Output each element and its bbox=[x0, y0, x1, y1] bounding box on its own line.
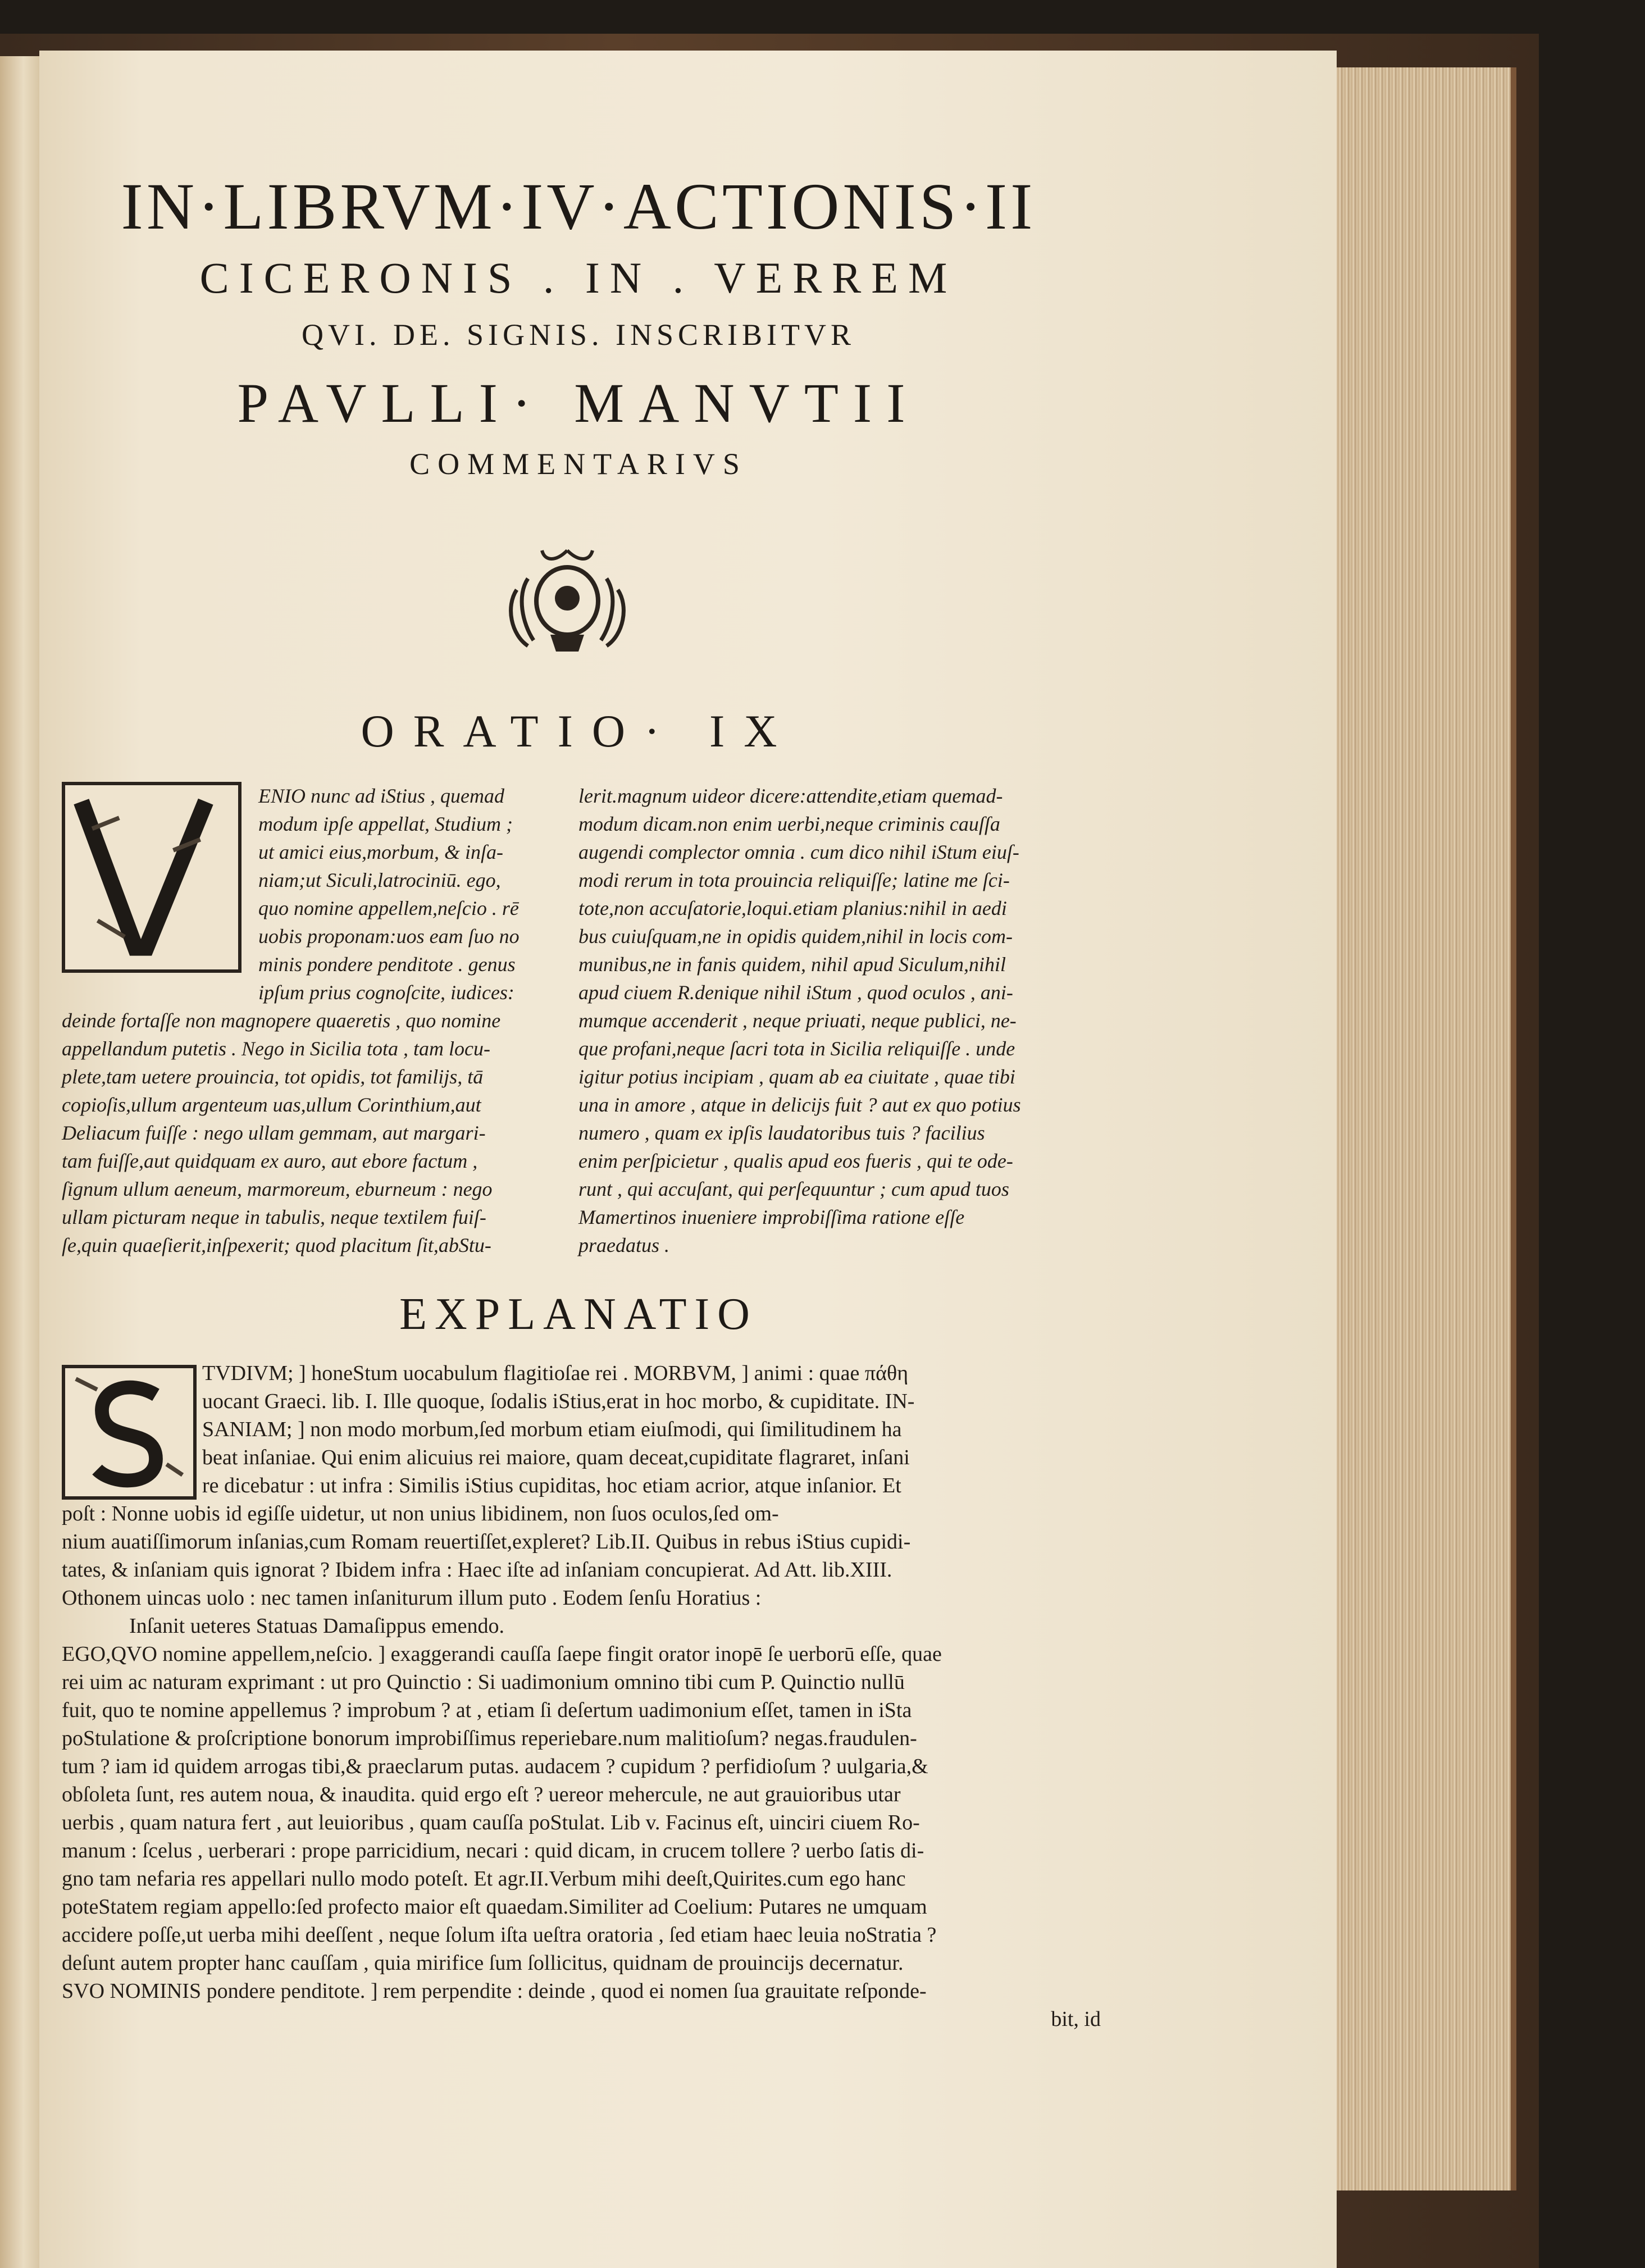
oratio-right-column bbox=[578, 782, 1095, 1259]
text-line: deinde fortaſſe non magnopere quaeretis , quo nomine bbox=[62, 1009, 501, 1032]
text-line: minis pondere penditote . genus bbox=[258, 953, 516, 976]
text-line: manum : ſcelus , uerberari : prope parricidium, necari : quid dicam, in crucem tollere ? uerbo ſatis di- bbox=[62, 1839, 924, 1862]
text-line: TVDIVM; ] honeStum uocabulum flagitioſae rei . MORBVM, ] animi : quae πάθη bbox=[202, 1361, 909, 1385]
text-line: modum dicam.non enim uerbi,neque criminis cauſſa bbox=[578, 813, 1000, 835]
text-line: Othonem uincas uolo : nec tamen inſaniturum illum puto . Eodem ſenſu Horatius : bbox=[62, 1586, 762, 1610]
text-line: ſe,quin quaeſierit,inſpexerit; quod placitum ſit,abStu- bbox=[62, 1234, 491, 1256]
text-line: mumque accenderit , neque priuati, neque publici, ne- bbox=[578, 1009, 1017, 1032]
vase-ornament-icon bbox=[494, 539, 640, 663]
text-line: una in amore , atque in delicijs fuit ? aut ex quo potius bbox=[578, 1094, 1021, 1116]
explanatio-heading: EXPLANATIO bbox=[399, 1290, 758, 1339]
text-line: Mamertinos inueniere improbiſſima ratione eſſe bbox=[578, 1206, 965, 1228]
text-line: accidere poſſe,ut uerba mihi deeſſent , neque ſolum iſta ueſtra oratoria , ſed etiam haec leuia noStratia ? bbox=[62, 1923, 937, 1947]
text-line: poſt : Nonne uobis id egiſſe uidetur, ut non unius libidinem, non ſuos oculos,ſed om- bbox=[62, 1502, 779, 1525]
text-line: niam;ut Siculi,latrociniū. ego, bbox=[258, 869, 501, 891]
explanation-body bbox=[62, 1359, 1101, 2033]
text-line: munibus,ne in fanis quidem, nihil apud Siculum,nihil bbox=[578, 953, 1006, 976]
oratio-heading: ORATIO· IX bbox=[361, 705, 796, 757]
text-line: re dicebatur : ut infra : Similis iStius cupiditas, hoc etiam acrior, atque inſanior. Et bbox=[202, 1474, 901, 1497]
text-line: SANIAM; ] non modo morbum,ſed morbum etiam eiuſmodi, qui ſimilitudinem ha bbox=[202, 1418, 902, 1441]
text-line: tam fuiſſe,aut quidquam ex auro, aut ebore factum , bbox=[62, 1150, 478, 1172]
text-line: gno tam nefaria res appellari nullo modo poteſt. Et agr.II.Verbum mihi deeſt,Quirites.cum ego hanc bbox=[62, 1867, 906, 1891]
text-line: que profani,neque ſacri tota in Sicilia reliquiſſe . unde bbox=[578, 1037, 1015, 1060]
text-line: runt , qui accuſant, qui perſequuntur ; cum apud tuos bbox=[578, 1178, 1009, 1200]
title-line-1: IN·LIBRVM·IV·ACTIONIS·II bbox=[121, 170, 1036, 243]
text-line: rei uim ac naturam exprimant : ut pro Quinctio : Si uadimonium omnino tibi cum P. Quinctio nullū bbox=[62, 1670, 905, 1694]
title-line-4: PAVLLI· MANVTII bbox=[237, 372, 920, 434]
text-line: copioſis,ullum argenteum uas,ullum Corinthium,aut bbox=[62, 1094, 481, 1116]
text-line: augendi complector omnia . cum dico nihil iStum eiuſ- bbox=[578, 841, 1019, 863]
text-line: quo nomine appellem,neſcio . rē bbox=[258, 897, 519, 919]
page-edges bbox=[1337, 67, 1516, 2190]
title-line-3: QVI. DE. SIGNIS. INSCRIBITVR bbox=[301, 318, 855, 352]
title-line-2: CICERONIS . IN . VERREM bbox=[199, 253, 958, 302]
text-line: bit, id bbox=[1051, 2007, 1101, 2031]
text-line: Deliacum fuiſſe : nego ullam gemmam, aut margari- bbox=[62, 1122, 486, 1144]
text-line: plete,tam uetere prouincia, tot opidis, tot familijs, tā bbox=[62, 1065, 484, 1088]
text-line: poteStatem regiam appello:ſed profecto maior eſt quaedam.Similiter ad Coelium: Putares ne umquam bbox=[62, 1895, 927, 1919]
text-line: tote,non accuſatorie,loqui.etiam planius:nihil in aedi bbox=[578, 897, 1007, 919]
text-line: enim perſpicietur , qualis apud eos fueris , qui te ode- bbox=[578, 1150, 1013, 1172]
text-line: bus cuiuſquam,ne in opidis quidem,nihil in locis com- bbox=[578, 925, 1013, 948]
text-line: lerit.magnum uideor dicere:attendite,etiam quemad- bbox=[578, 785, 1003, 807]
oratio-left-column bbox=[62, 782, 556, 1259]
text-line: SVO NOMINIS pondere penditote. ] rem perpendite : deinde , quod ei nomen ſua grauitate reſponde- bbox=[62, 1979, 927, 2003]
text-line: nium auatiſſimorum inſanias,cum Romam reuertiſſet,expleret? Lib.II. Quibus in rebus iStius cupidi- bbox=[62, 1530, 911, 1554]
text-line: modi rerum in tota prouincia reliquiſſe; latine me ſci- bbox=[578, 869, 1010, 891]
text-line: beat inſaniae. Qui enim alicuius rei maiore, quam deceat,cupiditate flagraret, inſani bbox=[202, 1446, 910, 1469]
title-line-5: COMMENTARIVS bbox=[409, 447, 748, 481]
text-line: ſignum ullum aeneum, marmoreum, eburneum : nego bbox=[62, 1178, 493, 1200]
text-line: uerbis , quam natura fert , aut leuioribus , quam cauſſa poStulat. Lib v. Facinus eſt, uinciri ciuem Ro- bbox=[62, 1811, 920, 1834]
text-line: appellandum putetis . Nego in Sicilia tota , tam locu- bbox=[62, 1037, 490, 1060]
left-page-edge bbox=[0, 56, 39, 2268]
text-line: fuit, quo te nomine appellemus ? improbum ? at , etiam ſi deſertum uadimonium eſſet, tamen in iSta bbox=[62, 1698, 912, 1722]
text-line: igitur potius incipiam , quam ab ea ciuitate , quae tibi bbox=[578, 1065, 1015, 1088]
text-line: poStulatione & proſcriptione bonorum improbiſſimus reperiebare.num malitioſum? negas.fraudulen- bbox=[62, 1727, 917, 1750]
text-line: uobis proponam:uos eam ſuo no bbox=[258, 925, 520, 948]
text-line: ipſum prius cognoſcite, iudices: bbox=[258, 981, 514, 1004]
text-line: tum ? iam id quidem arrogas tibi,& praeclarum putas. audacem ? cupidum ? perfidioſum ? uulgaria,& bbox=[62, 1755, 928, 1778]
text-line: Inſanit ueteres Statuas Damaſippus emendo. bbox=[129, 1614, 504, 1638]
text-line: obſoleta ſunt, res autem noua, & inaudita. quid ergo eſt ? uereor mehercule, ne aut grauioribus utar bbox=[62, 1783, 901, 1806]
text-line: EGO,QVO nomine appellem,neſcio. ] exaggerandi cauſſa ſaepe fingit orator inopē ſe uerborū eſſe, quae bbox=[62, 1642, 942, 1666]
text-line: praedatus . bbox=[578, 1234, 669, 1256]
text-line: numero , quam ex ipſis laudatoribus tuis ? facilius bbox=[578, 1122, 985, 1144]
text-line: uocant Graeci. lib. I. Ille quoque, ſodalis iStius,erat in hoc morbo, & cupiditate. IN- bbox=[202, 1390, 915, 1413]
text-line: tates, & inſaniam quis ignorat ? Ibidem infra : Haec iſte ad inſaniam concupierat. Ad Att. lib.XIII. bbox=[62, 1558, 892, 1582]
text-line: modum ipſe appellat, Studium ; bbox=[258, 813, 513, 835]
text-line: ENIO nunc ad iStius , quemad bbox=[258, 785, 504, 807]
text-line: apud ciuem R.denique nihil iStum , quod oculos , ani- bbox=[578, 981, 1013, 1004]
text-line: deſunt autem propter hanc cauſſam , quia mirifice ſum ſollicitus, quidnam de prouincijs decernatur. bbox=[62, 1951, 904, 1975]
text-line: ut amici eius,morbum, & inſa- bbox=[258, 841, 503, 863]
text-line: ullam picturam neque in tabulis, neque textilem fuiſ- bbox=[62, 1206, 486, 1228]
